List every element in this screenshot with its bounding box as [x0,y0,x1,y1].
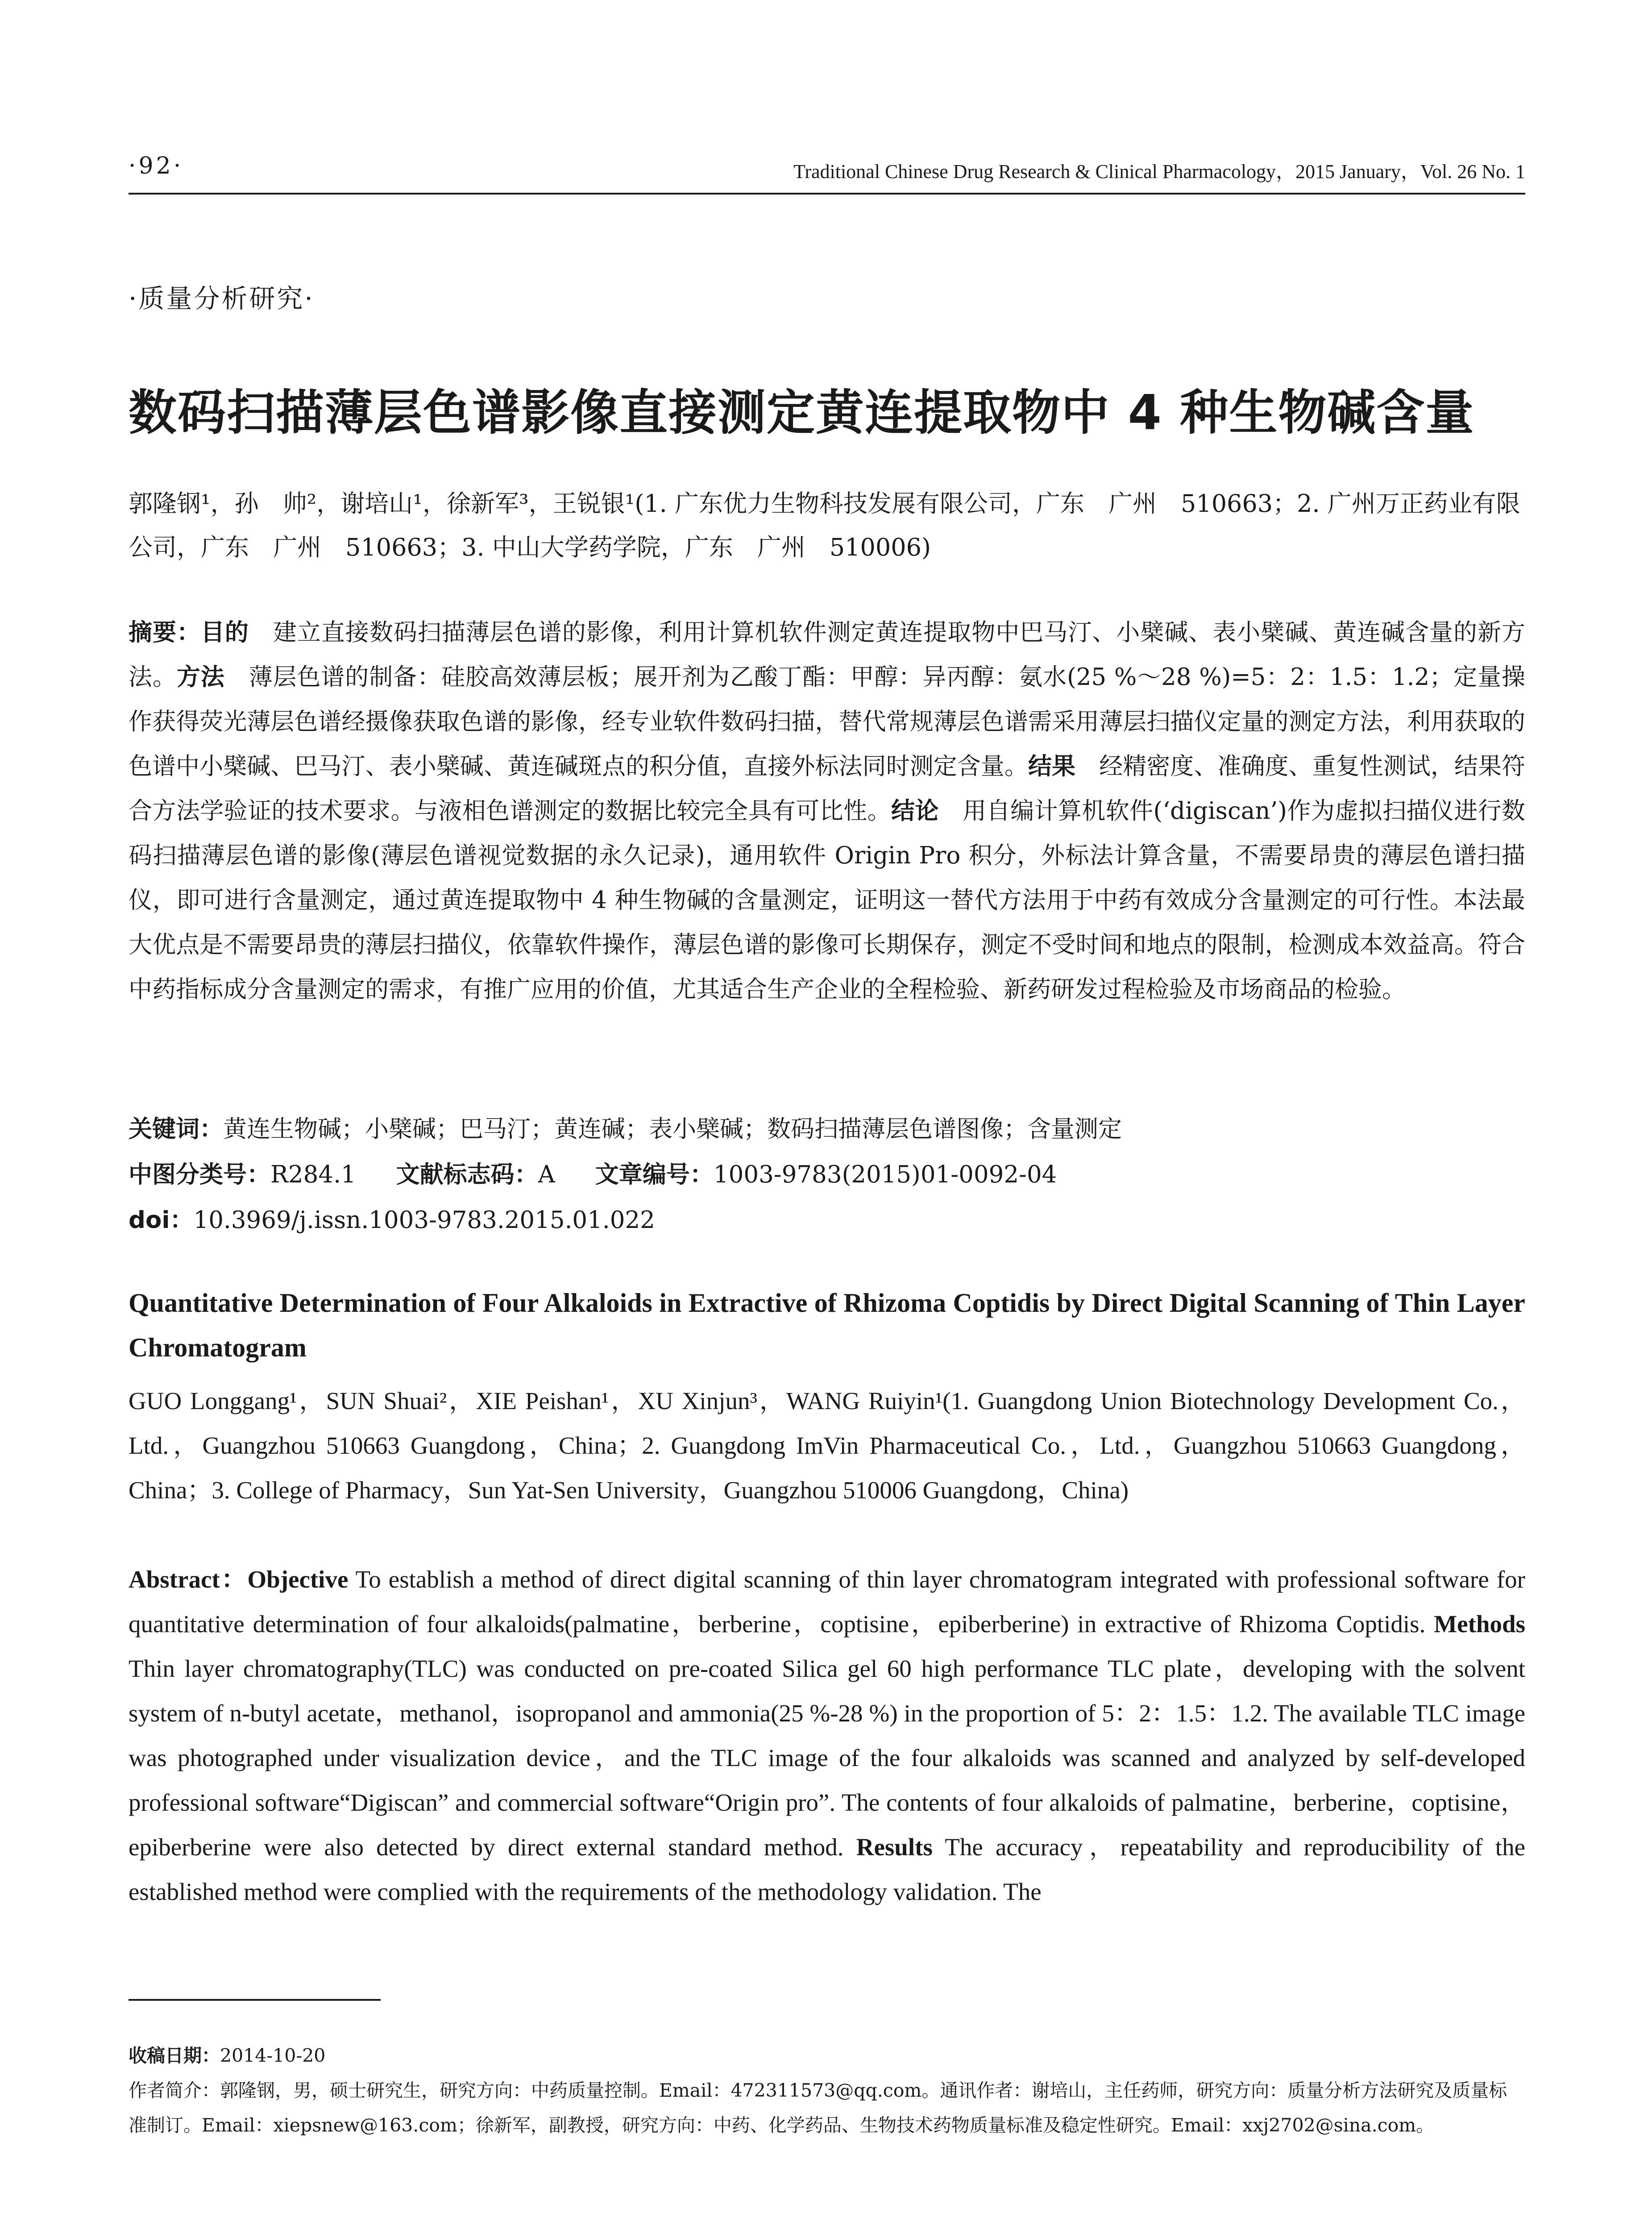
results-label: 结果 [1028,753,1076,780]
chinese-authors: 郭隆钢¹，孙 帅²，谢培山¹，徐新军³，王锐银¹(1. 广东优力生物科技发展有限公司，广东 广州 510663；2. 广州万正药业有限公司，广东 广州 510663；3. 中山大学药学院，广东 广州 510006) [129,489,1520,561]
conclusion-text: 用自编计算机软件(‘digiscan’)作为虚拟扫描仪进行数码扫描薄层色谱的影像(薄层色谱视觉数据的永久记录)，通用软件 Origin Pro 积分，外标法计算含量，不需要昂贵的薄层色谱扫描仪，即可进行含量测定，通过黄连提取物中 4 种生物碱的含量测定，证明这一替代方法用于中药有效成分含量测定的可行性。本法最大优点是不需要昂贵的薄层扫描仪，依靠软件操作，薄层色谱的影像可长期保存，测定不受时间和地点的限制，检测成本效益高。符合中药指标成分含量测定的需求，有推广应用的价值，尤其适合生产企业的全程检验、新药研发过程检验及市场商品的检验。 [129,797,1526,1003]
keywords-line [129,1107,1525,1152]
header-rule [129,193,1525,195]
chinese-abstract [129,610,1525,1012]
clc-label: 中图分类号： [129,1161,270,1188]
en-results-label: Results [856,1833,933,1861]
footnotes [129,2038,1525,2143]
english-title: Quantitative Determination of Four Alkaloids in Extractive of Rhizoma Coptidis by Direct Digital Scanning of Thin Layer Chromatogram [129,1288,1525,1362]
section-tag: ·质量分析研究· [129,283,315,314]
en-objective-text: To establish a method of direct digital scanning of thin layer chromatogram integrated with professional software for quantitative determination of four alkaloids(palmatine，berberine，coptisine，epiberberine) in extractive of Rhizoma Coptidis. [129,1566,1525,1638]
doi-line [129,1198,1525,1243]
english-authors: GUO Longgang¹，SUN Shuai²，XIE Peishan¹，XU Xinjun³，WANG Ruiyin¹(1. Guangdong Union Biotechnology Development Co.，Ltd.，Guangzhou 510663 Guangdong，China；2. Guangdong ImVin Pharmaceutical Co.，Ltd.，Guangzhou 510663 Guangdong，China；3. College of Pharmacy，Sun Yat-Sen University，Guangzhou 510006 Guangdong，China) [129,1387,1525,1504]
journal-citation: Traditional Chinese Drug Research & Clinical Pharmacology，2015 January，Vol. 26 No. 1 [793,161,1525,182]
received-label: 收稿日期： [129,2045,220,2066]
en-abstract-label: Abstract： [129,1566,248,1593]
clc-value: R284.1 [270,1161,356,1188]
article-metadata [129,1107,1525,1243]
en-objective-label: Objective [247,1566,349,1593]
objective-text: 建立直接数码扫描薄层色谱的影像，利用计算机软件测定黄连提取物中巴马汀、小檗碱、表小檗碱、黄连碱含量的新方法。 [129,619,1526,691]
article-no-label: 文章编号： [595,1161,714,1188]
methods-label: 方法 [176,663,225,691]
methods-text: 薄层色谱的制备：硅胶高效薄层板；展开剂为乙酸丁酯：甲醇：异丙醇：氨水(25 %～28 %)=5：2：1.5：1.2；定量操作获得荧光薄层色谱经摄像获取色谱的影像，经专业软件数码扫描，替代常规薄层色谱需采用薄层扫描仪定量的测定方法，利用获取的色谱中小檗碱、巴马汀、表小檗碱、黄连碱斑点的积分值，直接外标法同时测定含量。 [129,663,1525,780]
keywords-label: 关键词： [129,1116,223,1143]
article-no-value: 1003-9783(2015)01-0092-04 [713,1161,1057,1188]
en-methods-text: Thin layer chromatography(TLC) was conducted on pre-coated Silica gel 60 high performance TLC plate，developing with the solvent system of n-butyl acetate，methanol，isopropanol and ammonia(25 %-28 %) in the proportion of 5：2：1.5：1.2. The available TLC image was photographed under visualization device，and the TLC image of the four alkaloids was scanned and analyzed by self-developed professional software“Digiscan” and commercial software“Origin pro”. The contents of four alkaloids of palmatine，berberine，coptisine，epiberberine were also detected by direct external standard method. [129,1655,1525,1861]
chinese-title: 数码扫描薄层色谱影像直接测定黄连提取物中 4 种生物碱含量 [129,385,1475,441]
received-date-line [129,2038,1525,2073]
author-bio: 作者简介：郭隆钢，男，硕士研究生，研究方向：中药质量控制。Email：472311573@qq.com。通讯作者：谢培山，主任药师，研究方向：质量分析方法研究及质量标准制订。Email：xiepsnew@163.com；徐新军，副教授，研究方向：中药、化学药品、生物技术药物质量标准及稳定性研究。Email：xxj2702@sina.com。 [129,2080,1507,2136]
doc-code-label: 文献标志码： [396,1161,538,1188]
doi-label: doi： [129,1207,194,1234]
keywords-value: 黄连生物碱；小檗碱；巴马汀；黄连碱；表小檗碱；数码扫描薄层色谱图像；含量测定 [223,1116,1122,1143]
results-text: 经精密度、准确度、重复性测试，结果符合方法学验证的技术要求。与液相色谱测定的数据比较完全具有可比性。 [129,753,1526,825]
classification-line [129,1152,1525,1198]
english-abstract [129,1557,1525,1914]
conclusion-label: 结论 [891,797,939,825]
en-methods-label: Methods [1434,1610,1525,1638]
running-head [129,153,1525,187]
page-number: ·92· [129,153,184,179]
objective-label: 目的 [200,619,249,646]
doi-value: 10.3969/j.issn.1003-9783.2015.01.022 [193,1207,655,1234]
received-date: 2014-10-20 [220,2045,326,2066]
doc-code-value: A [538,1161,555,1188]
en-results-text: The accuracy，repeatability and reproducibility of the established method were complied with the requirements of the methodology validation. The [129,1833,1526,1905]
footnote-rule [129,1999,381,2001]
abstract-label: 摘要： [129,619,201,646]
